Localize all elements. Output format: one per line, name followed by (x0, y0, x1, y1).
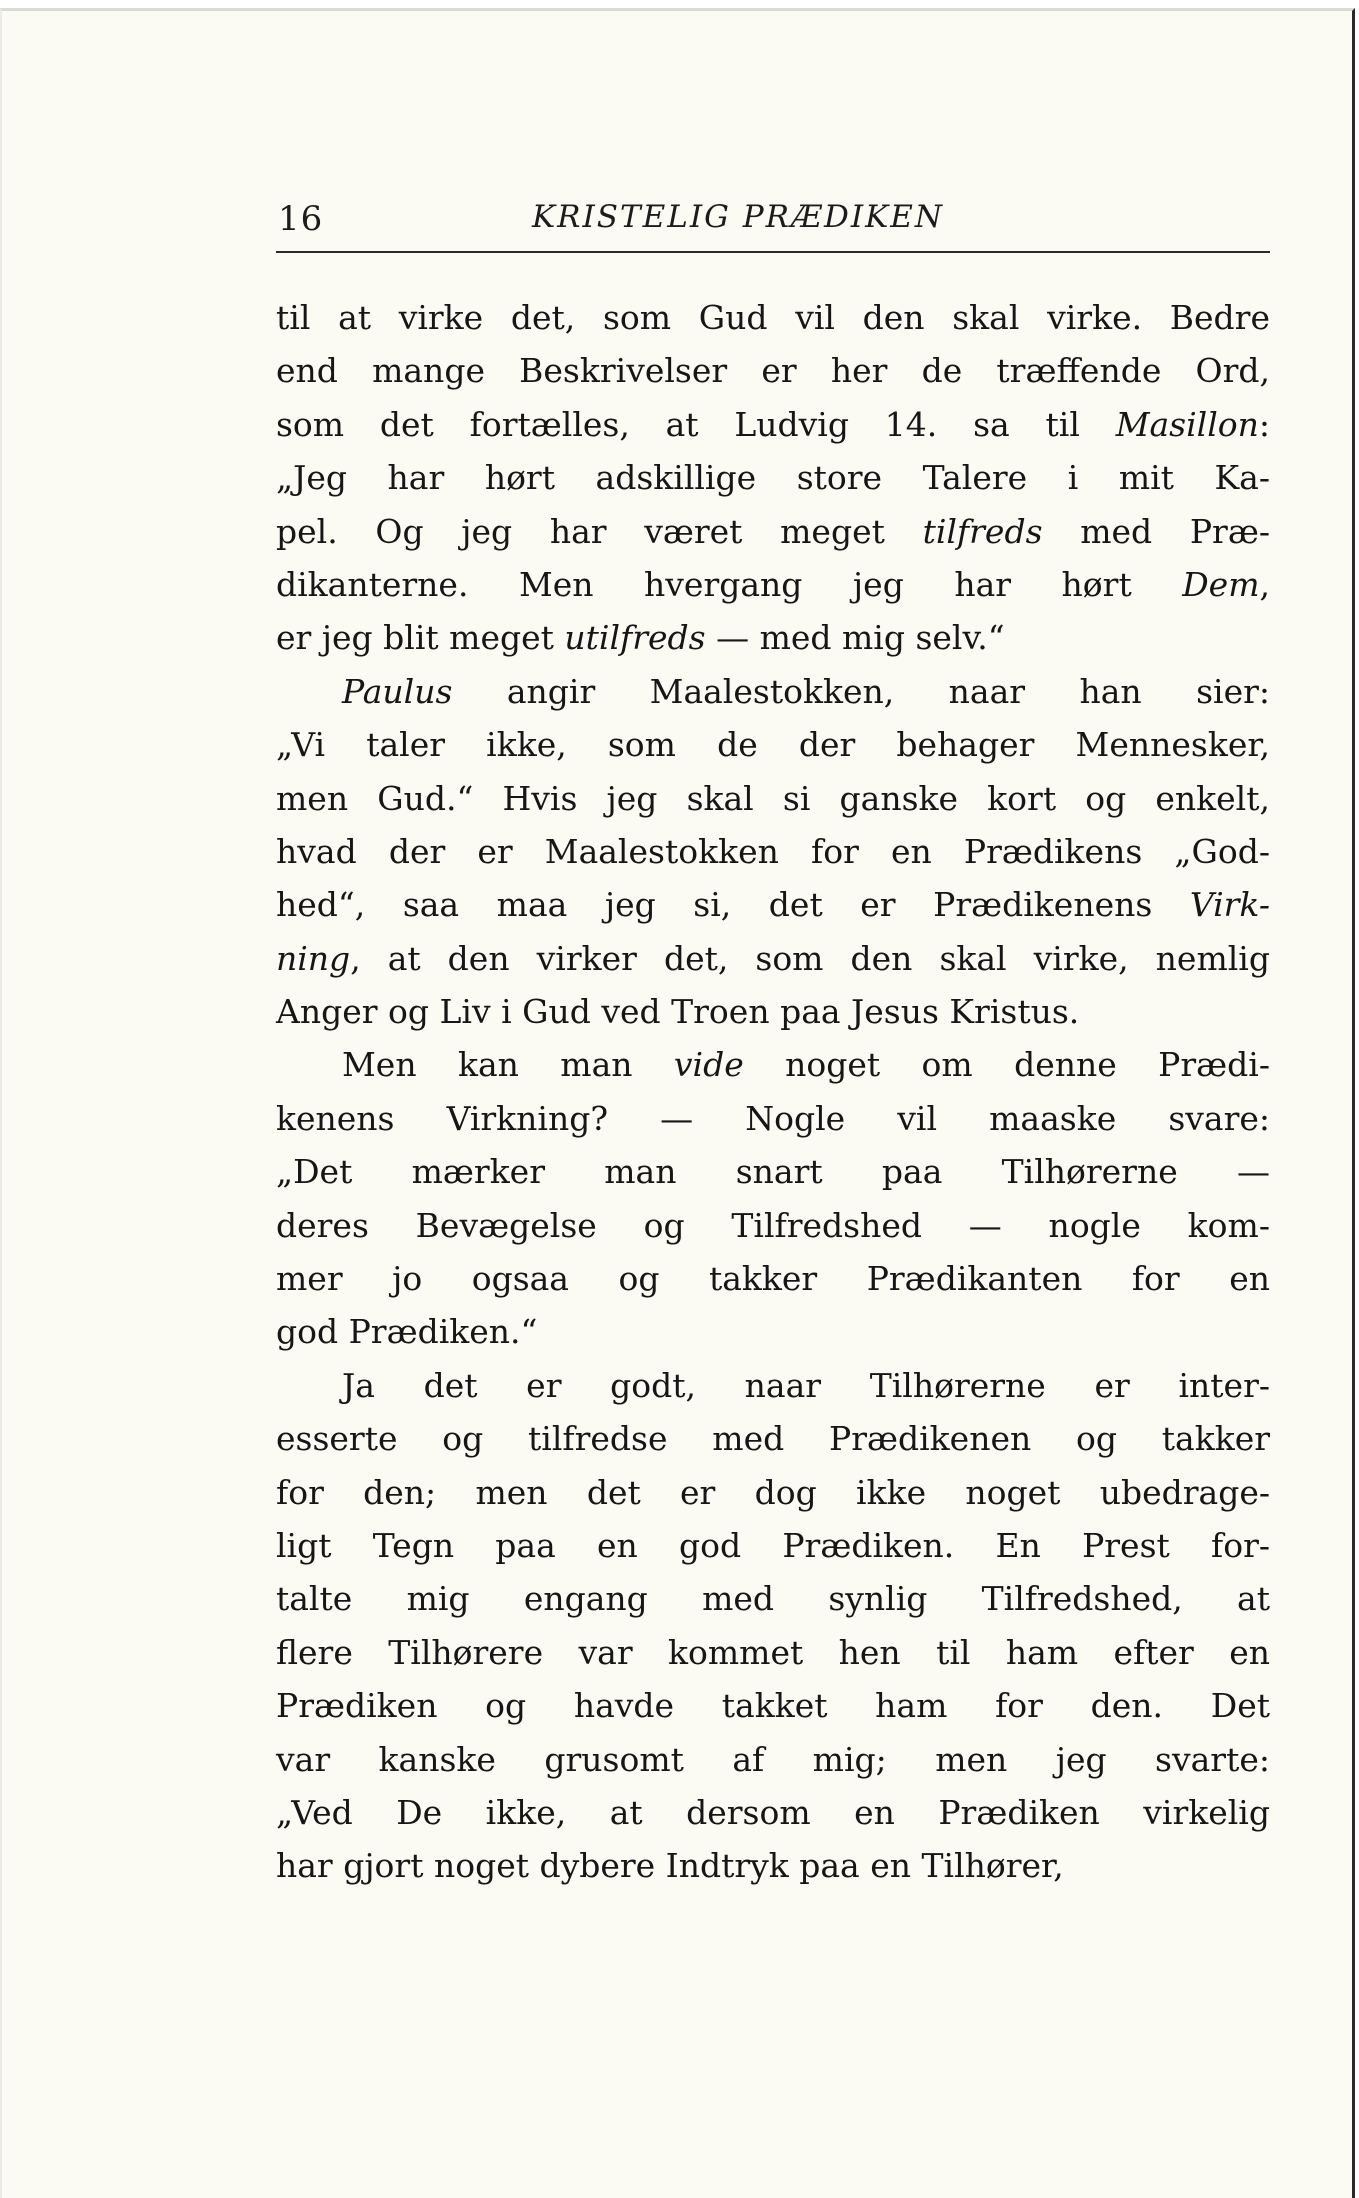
text-run: hvad der er Maalestokken for en Prædikens „God- (276, 831, 1270, 871)
text-run: Prædiken og havde takket ham for den. Det (276, 1686, 1270, 1726)
italic-text: Dem (1182, 564, 1260, 604)
italic-text: utilfreds (564, 618, 706, 658)
text-run: ligt Tegn paa en god Prædiken. En Prest for- (276, 1525, 1270, 1565)
text-line (276, 1626, 1270, 1679)
text-run: — med mig selv.“ (705, 618, 1005, 658)
text-run: angir Maalestokken, naar han sier: (452, 671, 1270, 711)
text-line (276, 398, 1270, 451)
text-run: kenens Virkning? — Nogle vil maaske svare: (276, 1098, 1270, 1138)
text-run: „Jeg har hørt adskillige store Talere i mit Ka- (276, 458, 1270, 498)
text-line (276, 1679, 1270, 1732)
text-run: „Vi taler ikke, som de der behager Mennesker, (276, 725, 1270, 765)
text-run: Men kan man (342, 1045, 674, 1085)
text-run: „Det mærker man snart paa Tilhørerne — (276, 1152, 1270, 1192)
text-run: til at virke det, som Gud vil den skal virke. Bedre (276, 298, 1270, 337)
text-line (276, 451, 1270, 504)
text-line (276, 1252, 1270, 1305)
text-line (276, 1839, 1270, 1892)
text-line (276, 825, 1270, 878)
text-line (276, 611, 1270, 664)
text-run: Anger og Liv i Gud ved Troen paa Jesus Kristus. (276, 992, 1080, 1032)
text-line (276, 1305, 1270, 1358)
text-line (276, 1412, 1270, 1465)
italic-text: Masillon (1115, 404, 1259, 444)
italic-text: tilfreds (922, 511, 1043, 551)
text-run: pel. Og jeg har været meget (276, 511, 923, 551)
text-line (276, 1038, 1270, 1091)
text-run: for den; men det er dog ikke noget ubedrage- (276, 1472, 1270, 1512)
text-run: end mange Beskrivelser er her de træffende Ord, (276, 351, 1270, 391)
text-line (276, 665, 1270, 718)
text-run: som det fortælles, at Ludvig 14. sa til (276, 404, 1116, 444)
text-line (276, 932, 1270, 985)
italic-text: Virk- (1189, 885, 1270, 925)
text-line (276, 878, 1270, 931)
text-run: men Gud.“ Hvis jeg skal si ganske kort og enkelt, (276, 778, 1270, 818)
text-run: mer jo ogsaa og takker Prædikanten for en (276, 1259, 1270, 1299)
text-run: esserte og tilfredse med Prædikenen og takker (276, 1419, 1270, 1459)
page-number: 16 (278, 199, 324, 239)
running-title: KRISTELIG PRÆDIKEN (532, 199, 944, 235)
text-line (276, 1359, 1270, 1412)
text-line (276, 1572, 1270, 1625)
text-run: talte mig engang med synlig Tilfredshed, at (276, 1579, 1270, 1619)
text-line (276, 1199, 1270, 1252)
text-run: noget om denne Prædi- (743, 1045, 1271, 1085)
text-run: : (1258, 404, 1270, 444)
text-run: , at den virker det, som den skal virke, nemlig (350, 938, 1270, 978)
text-line (276, 1519, 1270, 1572)
text-line (276, 718, 1270, 771)
page-header (276, 187, 1270, 253)
italic-text: vide (673, 1045, 744, 1085)
text-run: flere Tilhørere var kommet hen til ham efter en (276, 1632, 1270, 1672)
text-line (276, 772, 1270, 825)
text-run: , (1259, 564, 1270, 604)
text-line (276, 1145, 1270, 1198)
text-line (276, 291, 1270, 344)
text-line (276, 1733, 1270, 1786)
text-run: deres Bevægelse og Tilfredshed — nogle kom- (276, 1205, 1270, 1245)
text-line (276, 1092, 1270, 1145)
text-run: Ja det er godt, naar Tilhørerne er inter- (342, 1365, 1270, 1405)
text-run: var kanske grusomt af mig; men jeg svarte: (276, 1739, 1270, 1779)
text-run: har gjort noget dybere Indtryk paa en Tilhører, (276, 1846, 1064, 1886)
text-run: hed“, saa maa jeg si, det er Prædikenens (276, 885, 1190, 925)
text-run: er jeg blit meget (276, 618, 565, 658)
text-line (276, 1786, 1270, 1839)
italic-text: ning (276, 938, 351, 978)
text-run: god Prædiken.“ (276, 1312, 538, 1352)
body-text (276, 291, 1270, 1893)
text-line (276, 344, 1270, 397)
text-run: med Præ- (1042, 511, 1270, 551)
italic-text: Paulus (342, 671, 453, 711)
text-line (276, 1466, 1270, 1519)
text-run: „Ved De ikke, at dersom en Prædiken virkelig (276, 1792, 1270, 1832)
text-line (276, 558, 1270, 611)
book-page (0, 8, 1355, 2198)
text-run: dikanterne. Men hvergang jeg har hørt (276, 564, 1183, 604)
text-line (276, 505, 1270, 558)
text-line (276, 985, 1270, 1038)
